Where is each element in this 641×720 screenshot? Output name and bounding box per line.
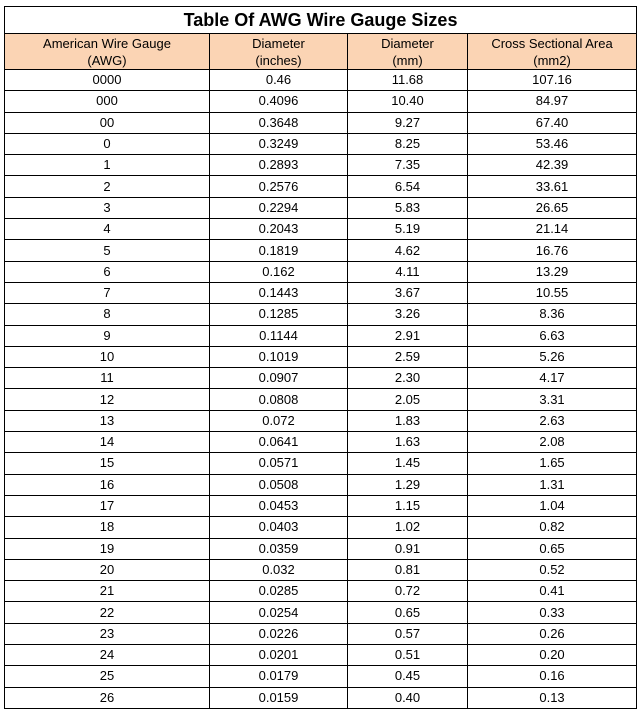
table-row: [5, 495, 637, 516]
diameter-inches-cell: 0.3648: [210, 112, 348, 133]
table-row: [5, 432, 637, 453]
diameter-inches-cell: 0.0508: [210, 474, 348, 495]
diameter-mm-cell: 0.51: [348, 645, 468, 666]
column-header-line1: Cross Sectional Area: [491, 35, 613, 51]
area-mm2-cell: 0.82: [468, 517, 637, 538]
diameter-inches-cell: 0.0641: [210, 432, 348, 453]
table-row: [5, 474, 637, 495]
table-row: [5, 346, 637, 367]
diameter-mm-cell: 6.54: [348, 176, 468, 197]
awg-cell: 18: [5, 517, 210, 538]
column-header-line1: Diameter: [381, 35, 434, 51]
area-mm2-cell: 0.52: [468, 559, 637, 580]
table-row: [5, 325, 637, 346]
diameter-inches-cell: 0.1285: [210, 304, 348, 325]
diameter-mm-cell: 1.45: [348, 453, 468, 474]
awg-cell: 25: [5, 666, 210, 687]
table-row: [5, 70, 637, 91]
diameter-inches-cell: 0.46: [210, 70, 348, 91]
area-mm2-cell: 0.16: [468, 666, 637, 687]
column-header-line2: (mm): [392, 52, 423, 68]
awg-cell: 12: [5, 389, 210, 410]
table-row: [5, 155, 637, 176]
diameter-mm-cell: 5.19: [348, 219, 468, 240]
awg-cell: 8: [5, 304, 210, 325]
area-mm2-cell: 6.63: [468, 325, 637, 346]
column-header-diameter-inches: [210, 34, 348, 70]
diameter-inches-cell: 0.0453: [210, 495, 348, 516]
area-mm2-cell: 33.61: [468, 176, 637, 197]
awg-cell: 3: [5, 197, 210, 218]
area-mm2-cell: 2.08: [468, 432, 637, 453]
awg-cell: 9: [5, 325, 210, 346]
diameter-inches-cell: 0.162: [210, 261, 348, 282]
table-row: [5, 538, 637, 559]
diameter-mm-cell: 0.40: [348, 687, 468, 708]
awg-cell: 15: [5, 453, 210, 474]
diameter-mm-cell: 0.81: [348, 559, 468, 580]
diameter-inches-cell: 0.0403: [210, 517, 348, 538]
awg-cell: 4: [5, 219, 210, 240]
diameter-inches-cell: 0.0201: [210, 645, 348, 666]
diameter-inches-cell: 0.2043: [210, 219, 348, 240]
diameter-inches-cell: 0.072: [210, 410, 348, 431]
table-row: [5, 453, 637, 474]
table-row: [5, 645, 637, 666]
area-mm2-cell: 0.20: [468, 645, 637, 666]
table-row: [5, 91, 637, 112]
awg-cell: 5: [5, 240, 210, 261]
awg-cell: 23: [5, 623, 210, 644]
diameter-mm-cell: 0.57: [348, 623, 468, 644]
column-header-line2: (AWG): [87, 52, 127, 68]
diameter-mm-cell: 1.02: [348, 517, 468, 538]
diameter-inches-cell: 0.2893: [210, 155, 348, 176]
area-mm2-cell: 3.31: [468, 389, 637, 410]
diameter-inches-cell: 0.032: [210, 559, 348, 580]
diameter-inches-cell: 0.0226: [210, 623, 348, 644]
table-row: [5, 687, 637, 708]
awg-cell: 7: [5, 282, 210, 303]
awg-cell: 0: [5, 133, 210, 154]
table-body: [5, 70, 637, 709]
diameter-mm-cell: 11.68: [348, 70, 468, 91]
diameter-mm-cell: 10.40: [348, 91, 468, 112]
diameter-mm-cell: 1.29: [348, 474, 468, 495]
column-header-line2: (inches): [255, 52, 302, 68]
area-mm2-cell: 8.36: [468, 304, 637, 325]
area-mm2-cell: 84.97: [468, 91, 637, 112]
diameter-mm-cell: 2.91: [348, 325, 468, 346]
awg-cell: 00: [5, 112, 210, 133]
diameter-inches-cell: 0.0808: [210, 389, 348, 410]
awg-cell: 2: [5, 176, 210, 197]
area-mm2-cell: 2.63: [468, 410, 637, 431]
diameter-mm-cell: 7.35: [348, 155, 468, 176]
table-row: [5, 389, 637, 410]
awg-cell: 11: [5, 368, 210, 389]
table-row: [5, 623, 637, 644]
column-header-awg: [5, 34, 210, 70]
table-title: Table Of AWG Wire Gauge Sizes: [5, 7, 637, 34]
column-header-diameter-mm: [348, 34, 468, 70]
diameter-inches-cell: 0.1019: [210, 346, 348, 367]
diameter-inches-cell: 0.1443: [210, 282, 348, 303]
diameter-inches-cell: 0.2576: [210, 176, 348, 197]
awg-cell: 26: [5, 687, 210, 708]
area-mm2-cell: 4.17: [468, 368, 637, 389]
awg-cell: 24: [5, 645, 210, 666]
table-row: [5, 602, 637, 623]
area-mm2-cell: 0.26: [468, 623, 637, 644]
awg-cell: 22: [5, 602, 210, 623]
diameter-mm-cell: 0.72: [348, 581, 468, 602]
table-row: [5, 666, 637, 687]
area-mm2-cell: 107.16: [468, 70, 637, 91]
area-mm2-cell: 16.76: [468, 240, 637, 261]
table-row: [5, 112, 637, 133]
area-mm2-cell: 67.40: [468, 112, 637, 133]
diameter-inches-cell: 0.0571: [210, 453, 348, 474]
column-header-line1: Diameter: [252, 35, 305, 51]
table-row: [5, 133, 637, 154]
table-row: [5, 197, 637, 218]
table-row: [5, 176, 637, 197]
area-mm2-cell: 5.26: [468, 346, 637, 367]
table-row: [5, 559, 637, 580]
diameter-mm-cell: 9.27: [348, 112, 468, 133]
diameter-inches-cell: 0.1144: [210, 325, 348, 346]
diameter-mm-cell: 4.62: [348, 240, 468, 261]
diameter-inches-cell: 0.1819: [210, 240, 348, 261]
diameter-inches-cell: 0.3249: [210, 133, 348, 154]
awg-cell: 1: [5, 155, 210, 176]
column-header-line1: American Wire Gauge: [43, 35, 171, 51]
awg-cell: 16: [5, 474, 210, 495]
diameter-inches-cell: 0.0359: [210, 538, 348, 559]
column-header-line2: (mm2): [533, 52, 571, 68]
diameter-inches-cell: 0.0285: [210, 581, 348, 602]
diameter-mm-cell: 0.65: [348, 602, 468, 623]
diameter-inches-cell: 0.0907: [210, 368, 348, 389]
area-mm2-cell: 1.31: [468, 474, 637, 495]
awg-cell: 0000: [5, 70, 210, 91]
awg-table-sheet: [4, 6, 636, 709]
diameter-mm-cell: 0.45: [348, 666, 468, 687]
table-row: [5, 410, 637, 431]
diameter-inches-cell: 0.0159: [210, 687, 348, 708]
table-row: [5, 261, 637, 282]
table-row: [5, 304, 637, 325]
diameter-mm-cell: 8.25: [348, 133, 468, 154]
column-header-cross-sectional-area: [468, 34, 637, 70]
area-mm2-cell: 21.14: [468, 219, 637, 240]
table-row: [5, 240, 637, 261]
diameter-mm-cell: 1.83: [348, 410, 468, 431]
awg-cell: 21: [5, 581, 210, 602]
area-mm2-cell: 0.41: [468, 581, 637, 602]
awg-cell: 10: [5, 346, 210, 367]
area-mm2-cell: 13.29: [468, 261, 637, 282]
area-mm2-cell: 0.33: [468, 602, 637, 623]
diameter-mm-cell: 3.26: [348, 304, 468, 325]
area-mm2-cell: 53.46: [468, 133, 637, 154]
diameter-mm-cell: 2.05: [348, 389, 468, 410]
diameter-mm-cell: 4.11: [348, 261, 468, 282]
area-mm2-cell: 26.65: [468, 197, 637, 218]
diameter-inches-cell: 0.0254: [210, 602, 348, 623]
area-mm2-cell: 10.55: [468, 282, 637, 303]
diameter-mm-cell: 1.15: [348, 495, 468, 516]
awg-cell: 6: [5, 261, 210, 282]
diameter-mm-cell: 0.91: [348, 538, 468, 559]
diameter-mm-cell: 1.63: [348, 432, 468, 453]
awg-cell: 000: [5, 91, 210, 112]
area-mm2-cell: 1.65: [468, 453, 637, 474]
diameter-mm-cell: 3.67: [348, 282, 468, 303]
diameter-mm-cell: 2.30: [348, 368, 468, 389]
table-row: [5, 517, 637, 538]
awg-cell: 17: [5, 495, 210, 516]
awg-cell: 20: [5, 559, 210, 580]
diameter-inches-cell: 0.4096: [210, 91, 348, 112]
awg-cell: 13: [5, 410, 210, 431]
area-mm2-cell: 0.65: [468, 538, 637, 559]
table-row: [5, 581, 637, 602]
diameter-mm-cell: 2.59: [348, 346, 468, 367]
table-row: [5, 282, 637, 303]
column-header-row: [5, 34, 637, 70]
area-mm2-cell: 0.13: [468, 687, 637, 708]
area-mm2-cell: 42.39: [468, 155, 637, 176]
diameter-inches-cell: 0.2294: [210, 197, 348, 218]
awg-cell: 14: [5, 432, 210, 453]
table-row: [5, 219, 637, 240]
awg-table: [4, 6, 637, 709]
area-mm2-cell: 1.04: [468, 495, 637, 516]
diameter-inches-cell: 0.0179: [210, 666, 348, 687]
table-row: [5, 368, 637, 389]
diameter-mm-cell: 5.83: [348, 197, 468, 218]
awg-cell: 19: [5, 538, 210, 559]
